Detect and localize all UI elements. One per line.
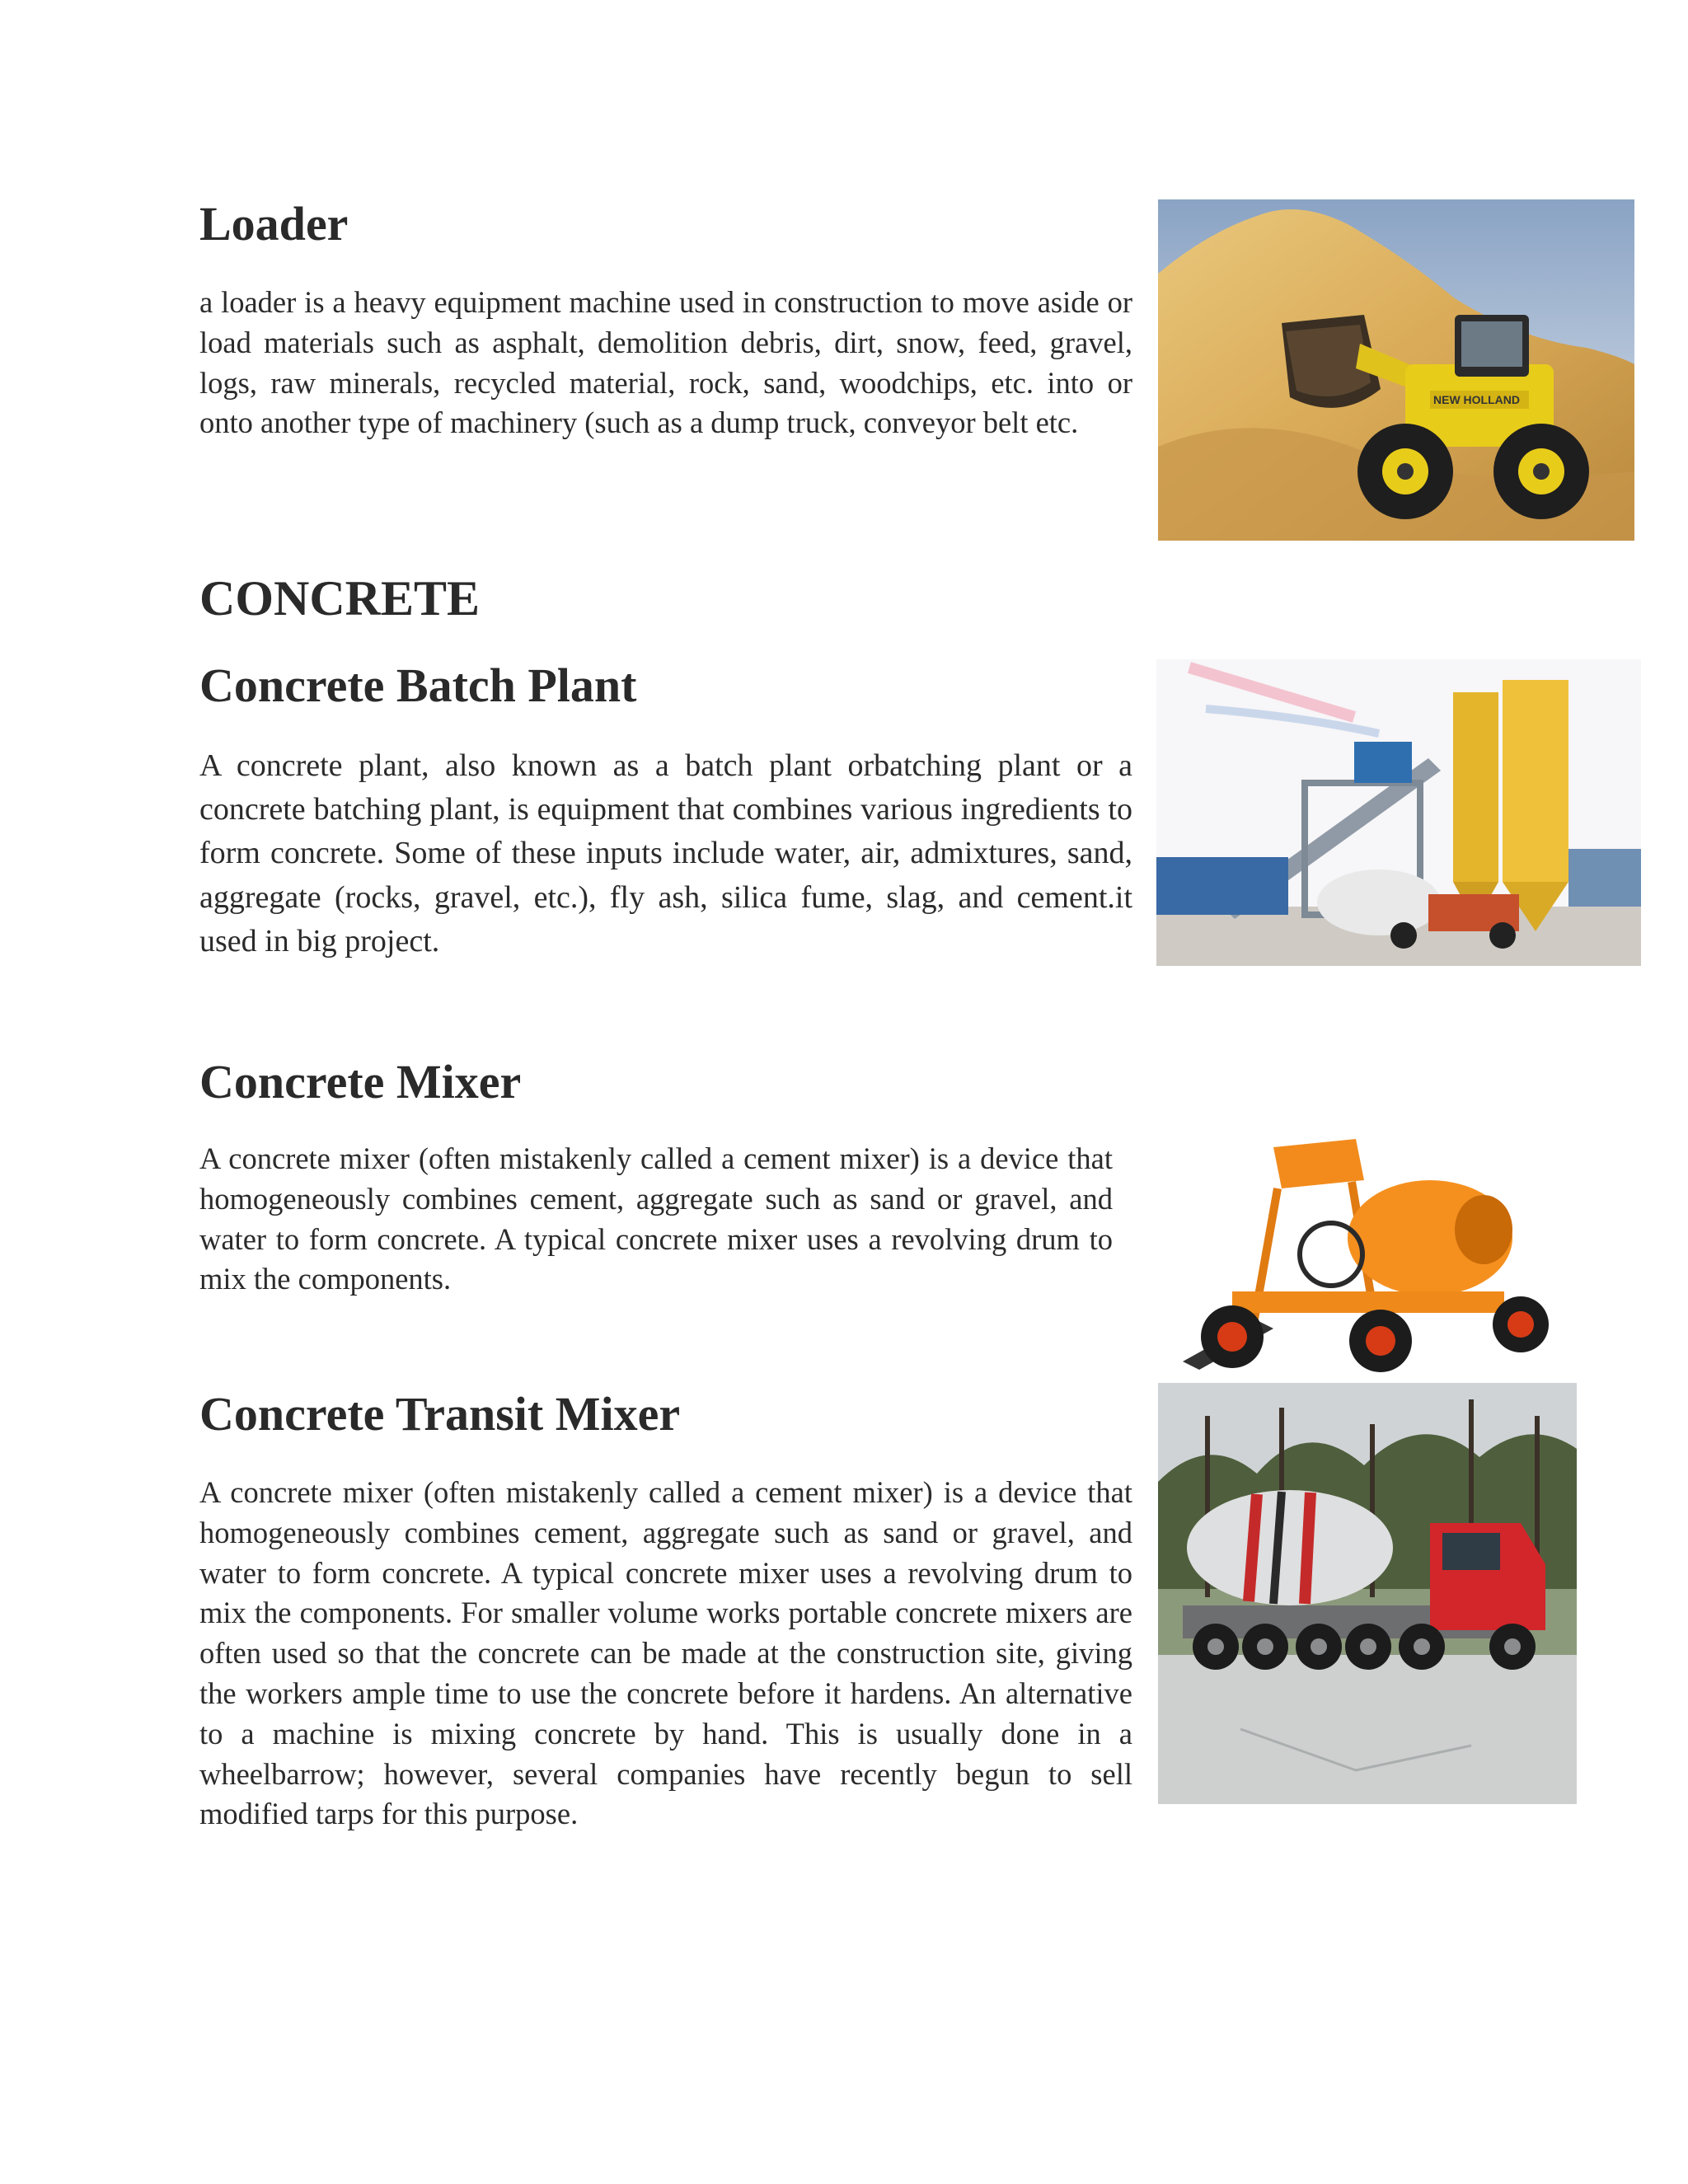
loader-photo bbox=[1158, 199, 1634, 541]
transit-mixer-heading: Concrete Transit Mixer bbox=[199, 1387, 681, 1441]
mixer-heading: Concrete Mixer bbox=[199, 1055, 522, 1108]
transit-mixer-paragraph: A concrete mixer (often mistakenly called a cement mixer) is a device that homogeneously combines cement, aggregate such as sand or gravel, and water to form concrete. A typical concrete mixer uses a revolving drum to mix the components. For smaller volume works portable concrete mixers are often used so that the concrete can be made at the construction site, giving the workers ample time to use the concrete before it hardens. An alternative to a machine is mixing concrete by hand. This is usually done in a wheelbarrow; however, several companies have recently begun to sell modified tarps for this purpose. bbox=[199, 1475, 1132, 1831]
concrete-heading: CONCRETE bbox=[199, 571, 481, 626]
batch-plant-photo bbox=[1156, 659, 1641, 966]
mixer-photo bbox=[1158, 1131, 1570, 1383]
batch-plant-heading: Concrete Batch Plant bbox=[199, 658, 637, 712]
mixer-paragraph: A concrete mixer (often mistakenly called a cement mixer) is a device that homogeneously combines cement, aggregate such as sand or gravel, and water to form concrete. A typical concrete mixer uses a revolving drum to mix the components. bbox=[199, 1141, 1113, 1296]
transit-mixer-photo bbox=[1158, 1383, 1577, 1804]
loader-paragraph: a loader is a heavy equipment machine used in construction to move aside or load materials such as asphalt, demolition debris, dirt, snow, feed, gravel, logs, raw minerals, recycled material, rock, sand, woodchips, etc. into or onto another type of machinery (such as a dump truck, conveyor belt etc. bbox=[199, 285, 1132, 440]
loader-brand-label: NEW HOLLAND bbox=[1433, 393, 1520, 406]
loader-heading: Loader bbox=[199, 197, 349, 251]
batch-plant-paragraph: A concrete plant, also known as a batch plant orbatching plant or a concrete batching plant, is equipment that combines various ingredients to form concrete. Some of these inputs include water, air, admixtures, sand, aggregate (rocks, gravel, etc.), fly ash, silica fume, slag, and cement.it used in big project. bbox=[199, 748, 1132, 958]
